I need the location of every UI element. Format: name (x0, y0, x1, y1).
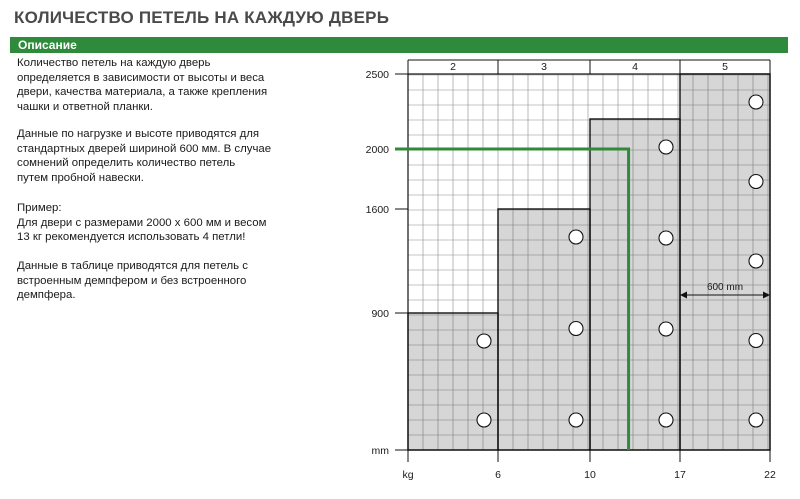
hinge-position-circle (749, 334, 763, 348)
width-annotation-label: 600 mm (706, 282, 744, 293)
hinge-position-circle (659, 231, 673, 245)
x-unit-label: kg (402, 469, 414, 481)
y-tick-label-2500: 2500 (365, 69, 389, 81)
description-paragraph-1: Количество петель на каждую дверь определяется в зависимости от высоты и веса двери, качества материала, а также крепления чашки и ответной планки. (17, 57, 268, 113)
section-label: Описание (18, 38, 77, 52)
hinge-position-circle (659, 140, 673, 154)
hinge-position-circle (749, 413, 763, 427)
hinge-count-label-4: 4 (632, 61, 638, 73)
y-tick-label-2000: 2000 (365, 144, 389, 156)
hinge-count-label-2: 2 (450, 61, 456, 73)
page-title: КОЛИЧЕСТВО ПЕТЕЛЬ НА КАЖДУЮ ДВЕРЬ (14, 8, 390, 27)
x-tick-label-22: 22 (764, 469, 776, 481)
hinge-position-circle (659, 413, 673, 427)
hinge-position-circle (659, 322, 673, 336)
hinge-position-circle (569, 322, 583, 336)
description-paragraph-2: Данные по нагрузке и высоте приводятся для стандартных дверей шириной 600 мм. В случае сомнений определить количество петель путем пробной навески. (17, 128, 272, 184)
zone-4-hinges (590, 119, 680, 450)
x-tick-label-10: 10 (584, 469, 596, 481)
y-tick-label-900: 900 (371, 308, 389, 320)
description-paragraph-4: Данные в таблице приводятся для петель с встроенным демпфером и без встроенного демпфера. (17, 260, 248, 302)
y-tick-label-1600: 1600 (365, 204, 389, 216)
hinge-position-circle (569, 230, 583, 244)
y-unit-label: mm (371, 445, 389, 457)
description-paragraph-3: Пример: Для двери с размерами 2000 x 600 мм и весом 13 кг рекомендуется использовать 4 петли! (17, 202, 267, 244)
x-tick-label-6: 6 (495, 469, 501, 481)
hinge-position-circle (569, 413, 583, 427)
hinge-position-circle (477, 334, 491, 348)
x-tick-label-17: 17 (674, 469, 686, 481)
hinge-position-circle (749, 254, 763, 268)
hinge-count-label-5: 5 (722, 61, 728, 73)
hinge-position-circle (749, 175, 763, 189)
hinge-position-circle (477, 413, 491, 427)
hinge-position-circle (749, 95, 763, 109)
hinge-count-label-3: 3 (541, 61, 547, 73)
